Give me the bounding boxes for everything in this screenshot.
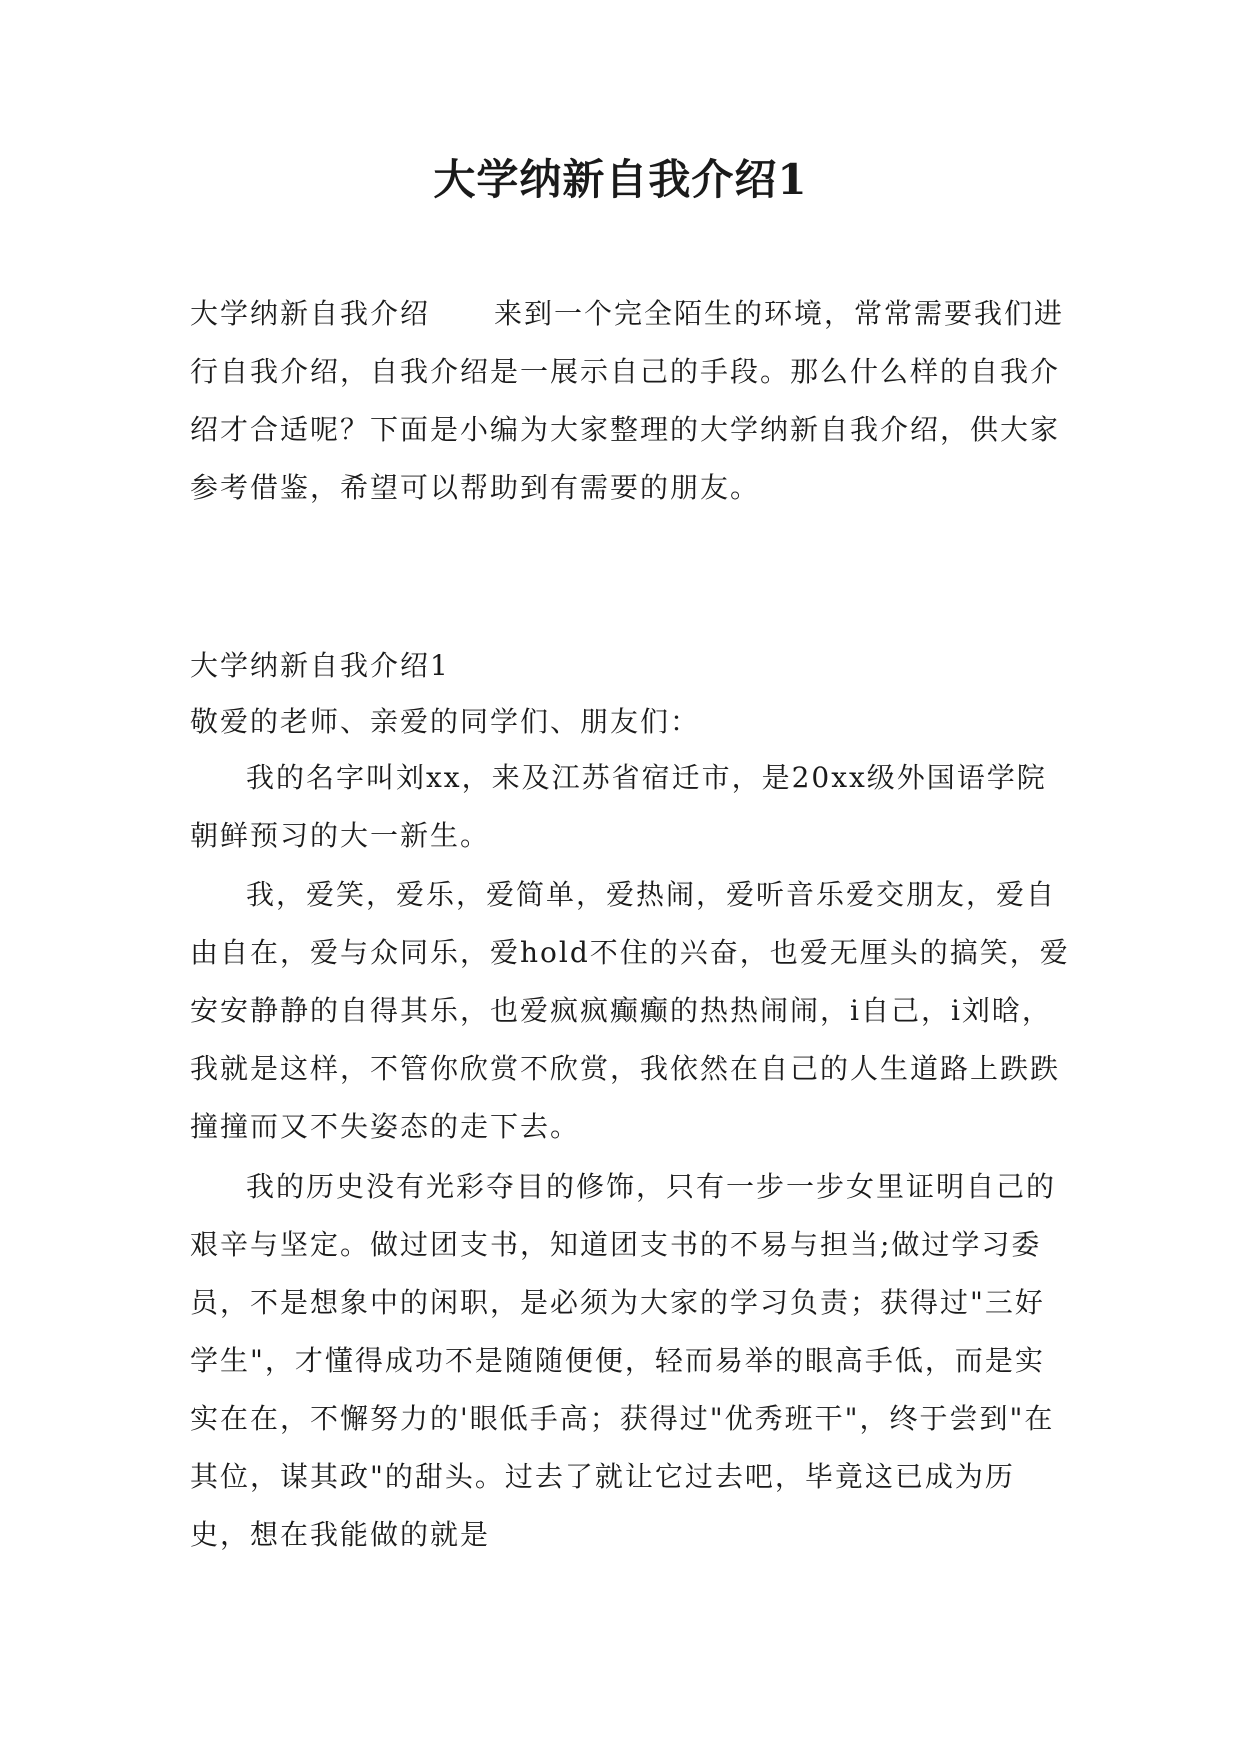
body-paragraph-3: 我的历史没有光彩夺目的修饰，只有一步一步女里证明自己的艰辛与坚定。做过团支书，知道团支书的不易与担当;做过学习委员，不是想象中的闲职，是必须为大家的学习负责；获得过"三好学生"，才懂得成功不是随随便便，轻而易举的眼高手低，而是实实在在，不懈努力的'眼低手高；获得过"优秀班干"，终于尝到"在其位，谋其政"的甜头。过去了就让它过去吧，毕竟这已成为历史，想在我能做的就是 xyxy=(190,1170,1057,1551)
salutation: 敬爱的老师、亲爱的同学们、朋友们： xyxy=(190,705,701,738)
body-paragraph-2: 我，爱笑，爱乐，爱简单，爱热闹，爱听音乐爱交朋友，爱自由自在，爱与众同乐，爱hold不住的兴奋，也爱无厘头的搞笑，爱安安静静的自得其乐，也爱疯疯癫癫的热热闹闹，i自己，i刘晗，我就是这样，不管你欣赏不欣赏，我依然在自己的人生道路上跌跌撞撞而又不失姿态的走下去。 xyxy=(190,878,1070,1143)
intro-lead: 大学纳新自我介绍 xyxy=(190,297,431,330)
intro-paragraph xyxy=(190,285,1070,517)
intro-text: 来到一个完全陌生的环境，常常需要我们进行自我介绍，自我介绍是一展示自己的手段。那么什么样的自我介绍才合适呢？下面是小编为大家整理的大学纳新自我介绍，供大家参考借鉴，希望可以帮助到有需要的朋友。 xyxy=(190,297,1065,504)
body-paragraph-1: 我的名字叫刘xx，来及江苏省宿迁市，是20xx级外国语学院朝鲜预习的大一新生。 xyxy=(190,761,1047,852)
document-title: 大学纳新自我介绍1 xyxy=(433,155,808,204)
section-heading: 大学纳新自我介绍1 xyxy=(190,649,450,682)
